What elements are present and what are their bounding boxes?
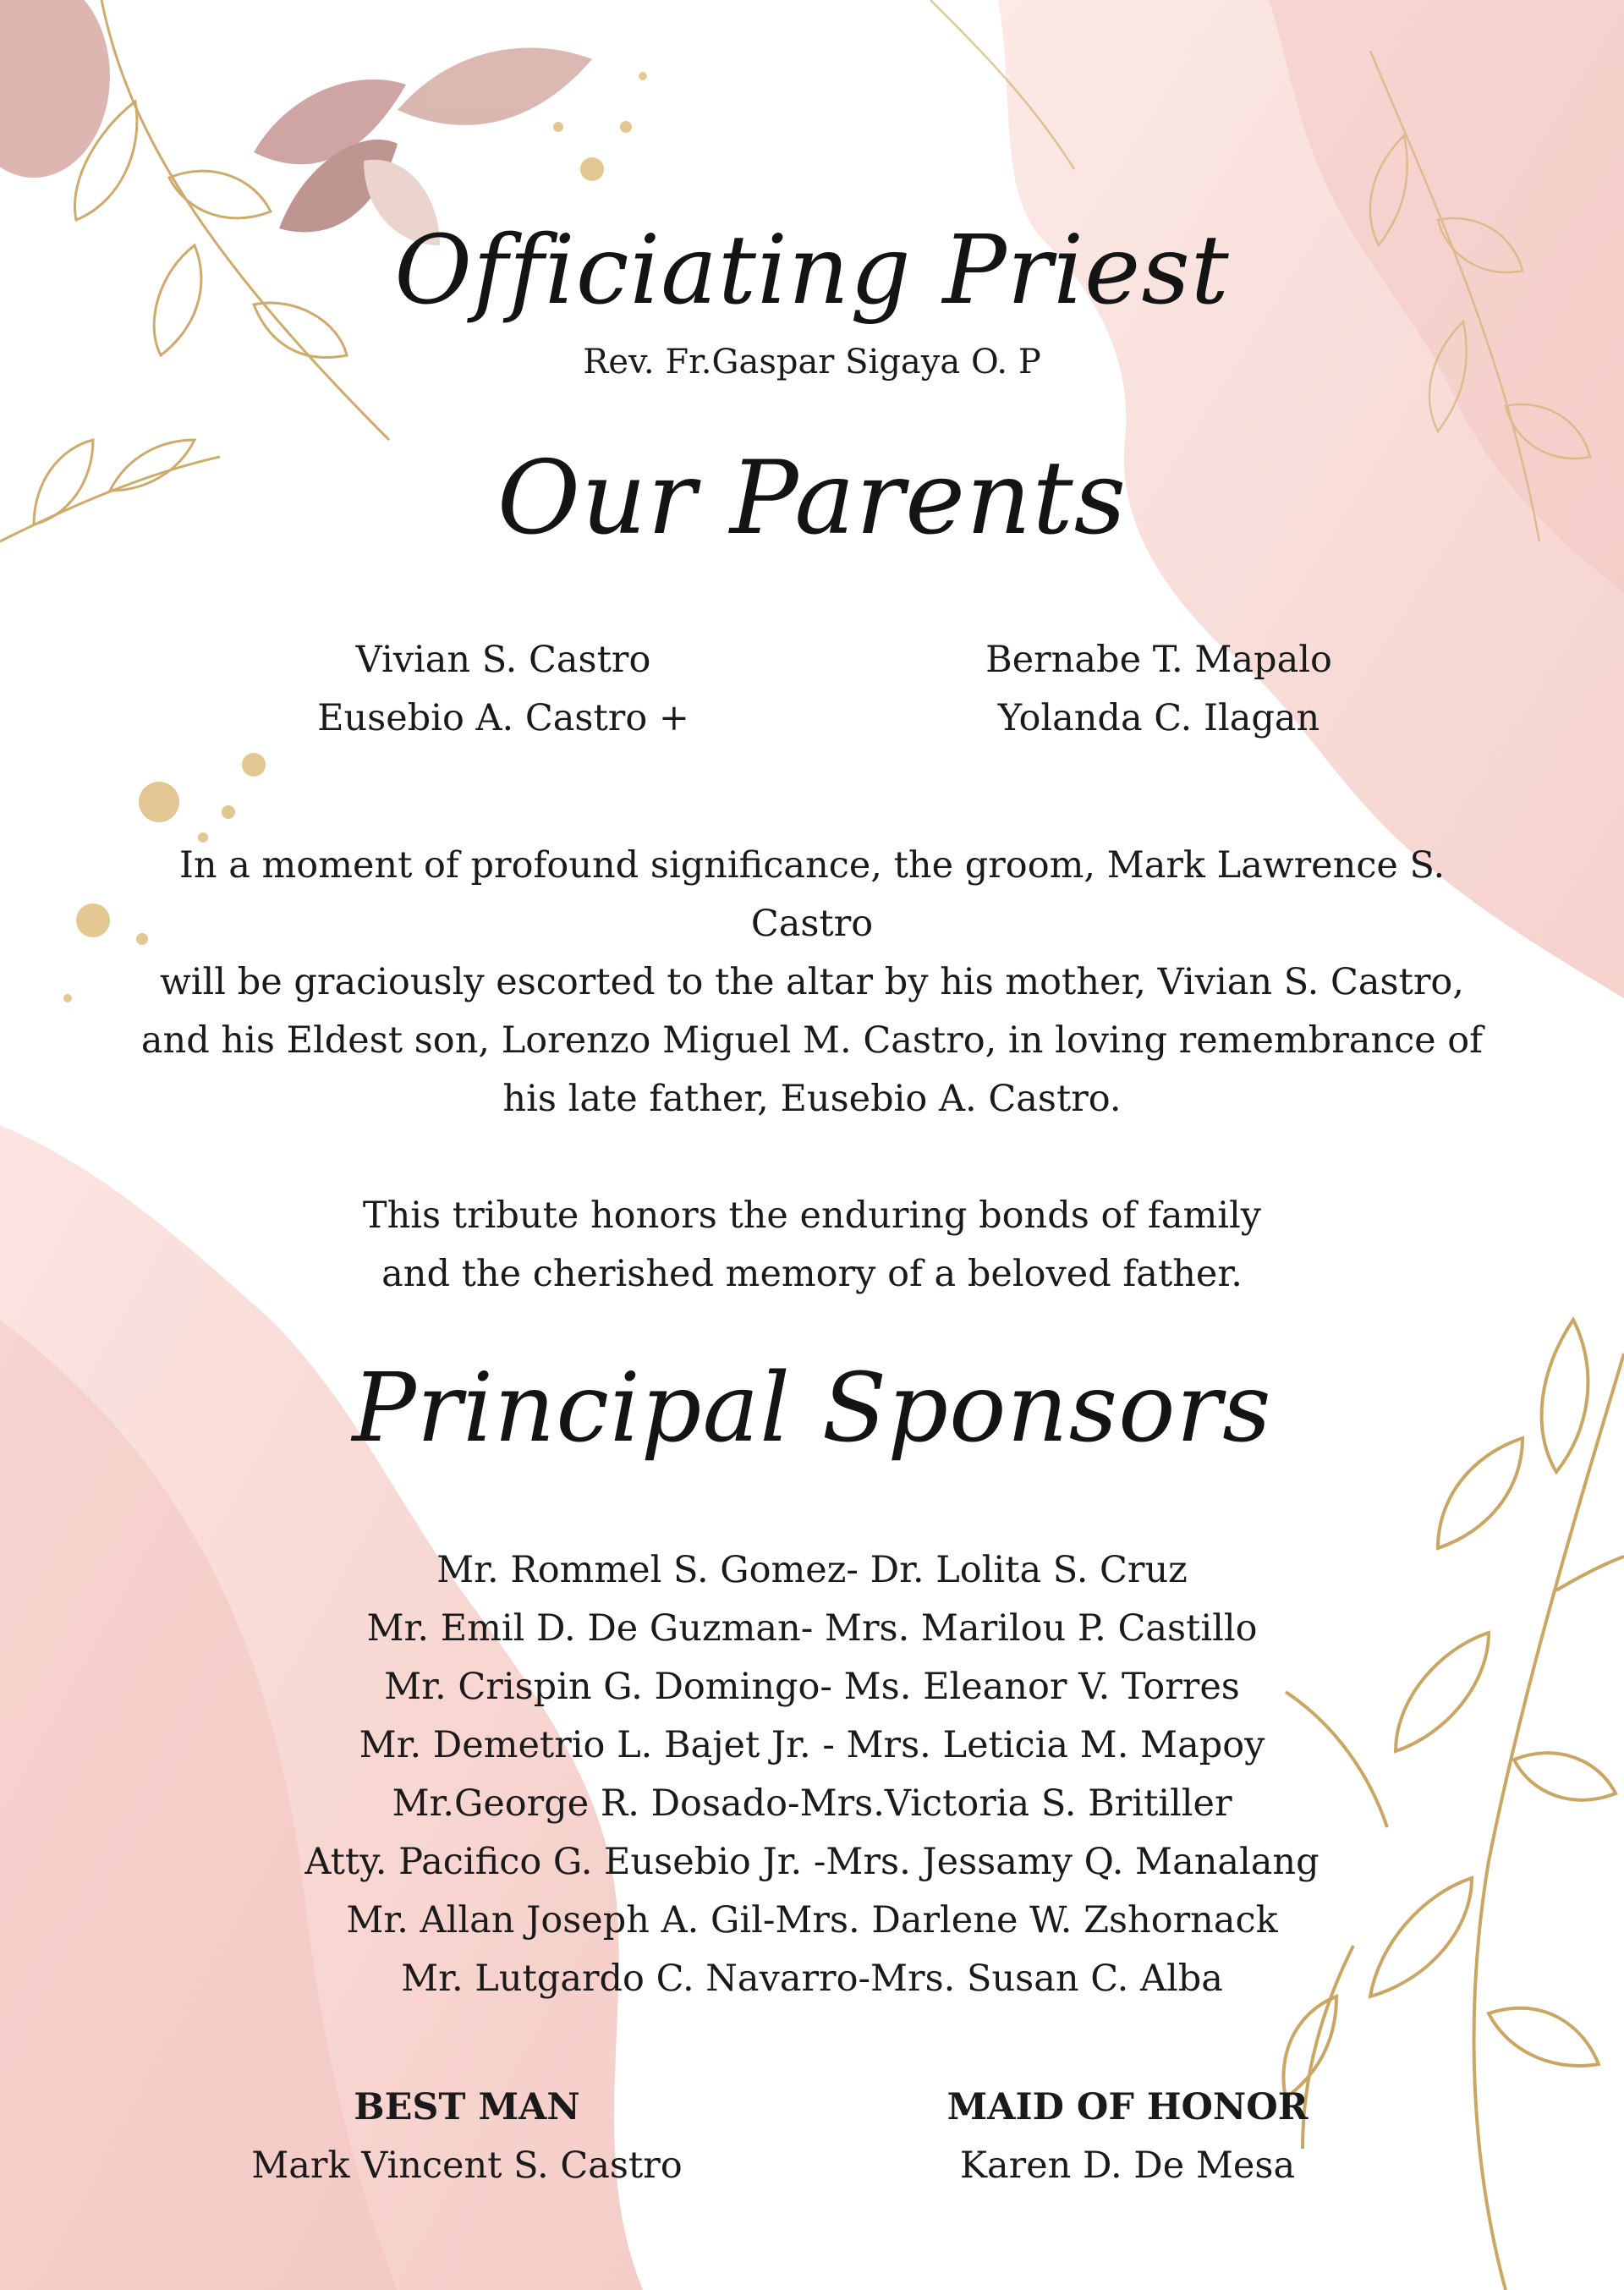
best-man-block — [213, 2079, 721, 2195]
sponsor-pair: Mr. Lutgardo C. Navarro-Mrs. Susan C. Alba — [401, 1958, 1223, 2000]
bride-parents — [947, 631, 1370, 748]
sponsor-pair: Mr. Rommel S. Gomez- Dr. Lolita S. Cruz — [436, 1549, 1188, 1591]
sponsor-pair: Atty. Pacifico G. Eusebio Jr. -Mrs. Jessamy Q. Manalang — [304, 1841, 1320, 1883]
tribute-line: and his Eldest son, Lorenzo Miguel M. Castro, in loving remembrance of — [140, 1019, 1484, 1062]
tribute-line: In a moment of profound significance, the groom, Mark Lawrence S. — [178, 844, 1446, 887]
tribute-closing-line: This tribute honors the enduring bonds of family — [362, 1194, 1262, 1237]
best-man-name: Mark Vincent S. Castro — [251, 2144, 683, 2187]
best-man-label: BEST MAN — [354, 2086, 580, 2128]
groom-parents — [292, 631, 715, 748]
groom-parent-name: Eusebio A. Castro + — [317, 697, 689, 739]
bride-parent-name: Yolanda C. Ilagan — [997, 697, 1320, 739]
sponsor-pair: Mr. Emil D. De Guzman- Mrs. Marilou P. Castillo — [366, 1607, 1258, 1650]
maid-of-honor-block — [874, 2079, 1381, 2195]
bride-parent-name: Bernabe T. Mapalo — [985, 639, 1332, 681]
sponsor-pair: Mr. Demetrio L. Bajet Jr. - Mrs. Leticia M. Mapoy — [359, 1724, 1265, 1766]
officiating-priest-heading: Officiating Priest — [394, 216, 1230, 326]
tribute-line: his late father, Eusebio A. Castro. — [502, 1078, 1122, 1120]
tribute-line: Castro — [750, 903, 874, 945]
sponsor-pair: Mr. Crispin G. Domingo- Ms. Eleanor V. Torres — [384, 1666, 1240, 1708]
tribute-closing — [135, 1187, 1489, 1304]
principal-sponsors-list — [0, 1541, 1624, 2008]
sponsor-pair: Mr.George R. Dosado-Mrs.Victoria S. Britiller — [392, 1782, 1232, 1825]
tribute-closing-line: and the cherished memory of a beloved father. — [381, 1253, 1243, 1295]
maid-of-honor-name: Karen D. De Mesa — [959, 2144, 1296, 2187]
our-parents-heading: Our Parents — [497, 440, 1127, 557]
officiating-priest-name: Rev. Fr.Gaspar Sigaya O. P — [583, 343, 1041, 382]
groom-parent-name: Vivian S. Castro — [355, 639, 651, 681]
tribute-paragraph — [135, 837, 1489, 1129]
sponsor-pair: Mr. Allan Joseph A. Gil-Mrs. Darlene W. Zshornack — [346, 1899, 1278, 1941]
principal-sponsors-heading: Principal Sponsors — [352, 1354, 1272, 1464]
maid-of-honor-label: MAID OF HONOR — [946, 2086, 1309, 2128]
tribute-line: will be graciously escorted to the altar by his mother, Vivian S. Castro, — [160, 961, 1464, 1003]
